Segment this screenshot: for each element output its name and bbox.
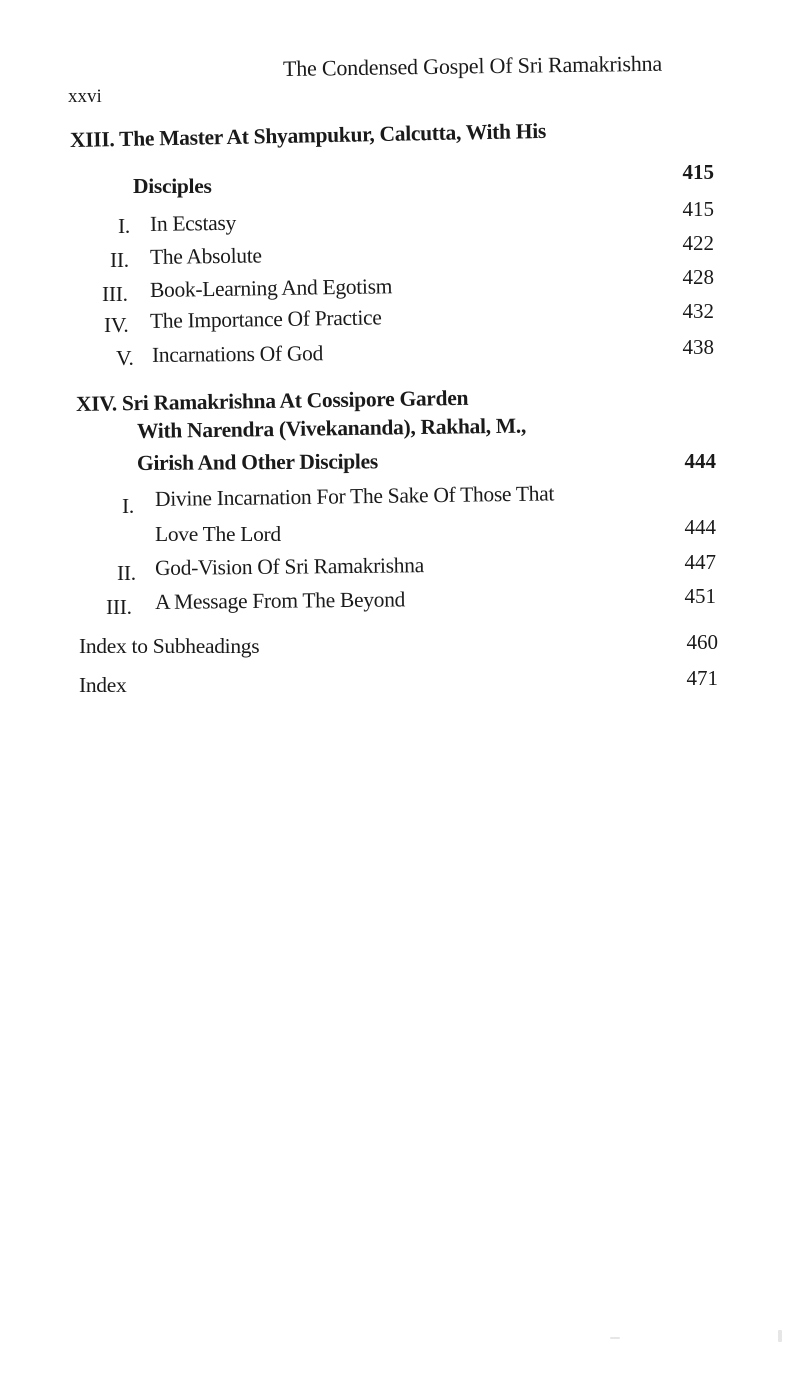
chapter-title-line: With Narendra (Vivekananda), Rakhal, M., (136, 413, 527, 443)
section-page-number: 415 (682, 197, 714, 221)
chapter-page-number: 444 (684, 449, 716, 473)
back-matter-page-number: 460 (686, 630, 718, 654)
section-title: Divine Incarnation For The Sake Of Those That (154, 481, 555, 511)
scan-artifact (610, 1337, 620, 1339)
section-title: A Message From The Beyond (154, 587, 406, 614)
back-matter-title: Index to Subheadings (79, 634, 260, 658)
chapter-title-line: Girish And Other Disciples (136, 449, 378, 475)
section-page-number: 432 (682, 299, 714, 323)
section-page-number: 451 (684, 584, 716, 608)
section-number: IV. (104, 313, 129, 337)
section-page-number: 447 (684, 550, 716, 574)
section-page-number: 444 (684, 515, 716, 539)
back-matter-page-number: 471 (686, 666, 718, 690)
section-page-number: 428 (682, 265, 714, 289)
section-number: III. (106, 595, 132, 619)
section-number: I. (122, 494, 134, 518)
section-title-continued: Love The Lord (155, 522, 281, 546)
section-title: The Importance Of Practice (149, 305, 382, 333)
page-folio: xxvi (68, 86, 102, 107)
section-number: II. (117, 561, 136, 585)
section-title: God-Vision Of Sri Ramakrishna (154, 553, 424, 580)
chapter-title-line: Disciples (133, 174, 212, 198)
chapter-page-number: 415 (682, 160, 714, 184)
section-number: III. (102, 282, 128, 306)
section-page-number: 422 (682, 231, 714, 255)
section-title: Incarnations Of God (151, 341, 324, 367)
chapter-title-line: XIV. Sri Ramakrishna At Cossipore Garden (75, 385, 469, 416)
running-title: The Condensed Gospel Of Sri Ramakrishna (282, 50, 663, 81)
section-title: The Absolute (149, 243, 262, 269)
scan-artifact (778, 1330, 782, 1342)
section-page-number: 438 (682, 335, 714, 359)
section-title: Book-Learning And Egotism (149, 274, 393, 302)
section-number: V. (116, 346, 134, 370)
chapter-title-line: XIII. The Master At Shyampukur, Calcutta, With His (69, 118, 547, 152)
section-title: In Ecstasy (149, 210, 237, 236)
section-number: I. (118, 214, 130, 238)
back-matter-title: Index (79, 673, 127, 697)
section-number: II. (110, 248, 129, 272)
